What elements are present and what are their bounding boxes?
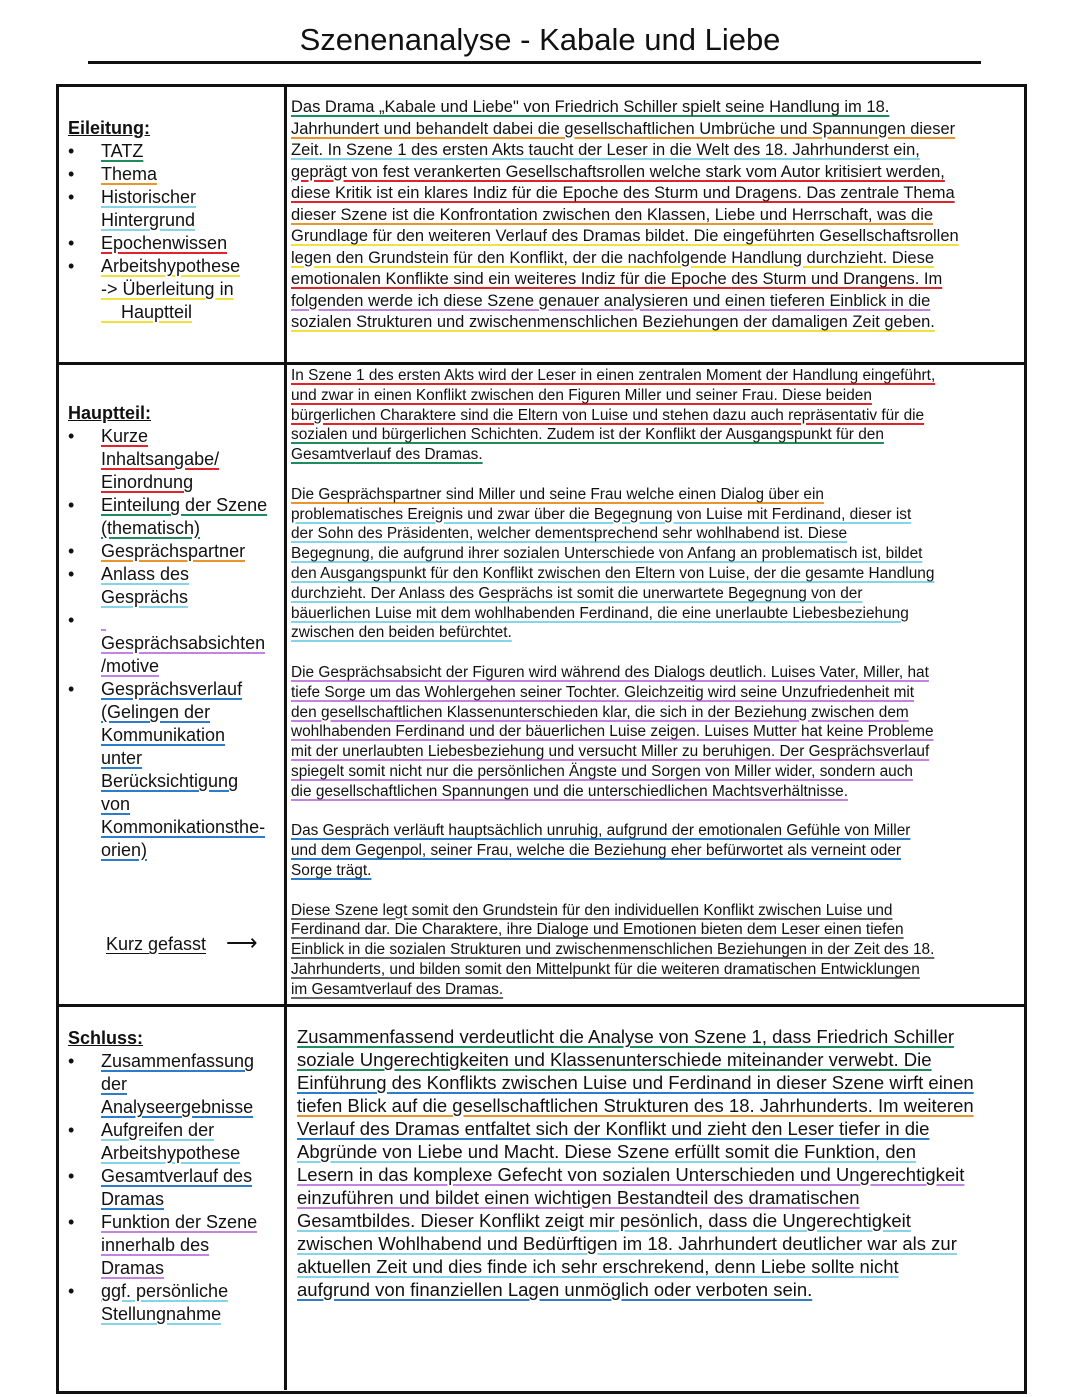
paragraph-gap	[291, 465, 1023, 485]
schluss-outline	[68, 1027, 282, 1326]
column-divider	[284, 84, 287, 1390]
outline-item-line	[101, 1073, 282, 1096]
outline-item-text: Berücksichtigung	[101, 771, 239, 791]
outline-item-line	[101, 1188, 282, 1211]
text-line: dieser Szene ist die Konfrontation zwischen den Klassen, Liebe und Herrschaft, was die	[291, 205, 934, 224]
text-line: durchzieht. Der Anlass des Gesprächs ist somit die unerwartete Begegnung von der	[291, 584, 863, 602]
outline-item-text: orien)	[101, 840, 148, 860]
paragraph	[291, 901, 1023, 1000]
outline-item-text: Zusammenfassung	[101, 1051, 255, 1071]
outline-item	[68, 494, 282, 540]
paragraph	[291, 485, 1023, 643]
outline-item-text: Aufgreifen der	[101, 1120, 215, 1140]
outline-item	[68, 232, 282, 255]
outline-item	[68, 609, 282, 678]
outline-item-line	[101, 770, 282, 793]
text-line: In Szene 1 des ersten Akts wird der Leser in einen zentralen Moment der Handlung eingeführt,	[291, 367, 936, 384]
outline-item-text: Funktion der Szene	[101, 1212, 258, 1232]
outline-item-line	[101, 494, 282, 517]
outline-item-line	[101, 448, 282, 471]
bullet-icon: •	[68, 1051, 75, 1071]
outline-item-line	[101, 816, 282, 839]
text-line: Die Gesprächspartner sind Miller und seine Frau welche einen Dialog über ein	[291, 485, 824, 503]
outline-item-line	[101, 1280, 282, 1303]
outline-item-text: innerhalb des	[101, 1235, 210, 1255]
section-heading: Eileitung:	[68, 118, 150, 138]
page-title: Szenenanalyse - Kabale und Liebe	[299, 22, 781, 57]
outline-item-text: /motive	[101, 656, 160, 676]
outline-item-text: von	[101, 794, 131, 814]
text-line: tiefen Blick auf die gesellschaftlichen Strukturen des 18. Jahrhunderts. Im weiteren	[297, 1095, 974, 1116]
outline-item-line	[101, 1142, 282, 1165]
text-line: Das Gespräch verläuft hauptsächlich unruhig, aufgrund der emotionalen Gefühle von Miller	[291, 822, 911, 840]
outline-item-line	[101, 793, 282, 816]
text-line: Gesamtverlauf des Dramas.	[291, 446, 483, 464]
text-line: Das Drama „Kabale und Liebe" von Friedrich Schiller spielt seine Handlung im 18.	[291, 98, 890, 116]
outline-item-text: Hintergrund	[101, 210, 196, 230]
outline-item	[68, 425, 282, 494]
outline-item-line	[101, 1050, 282, 1073]
outline-item-line	[101, 163, 282, 186]
summary-label: Kurz gefasst	[106, 934, 207, 954]
outline-item-line	[101, 1211, 282, 1234]
outline-item-text: Stellungnahme	[101, 1304, 222, 1324]
bullet-icon: •	[68, 256, 75, 276]
text-line: aktuellen Zeit und dies finde ich sehr erschrekend, denn Liebe sollte nicht	[297, 1256, 899, 1277]
outline-item-line	[101, 586, 282, 609]
outline-item-line	[101, 140, 282, 163]
outline-item-text: Inhaltsangabe/	[101, 449, 220, 469]
outline-item-line	[101, 232, 282, 255]
bullet-icon: •	[68, 1166, 75, 1186]
outline-item-text: Historischer	[101, 187, 197, 207]
text-line: zwischen Wohlhabend und Bedürftigen im 18. Jahrhundert deutlicher war als zur	[297, 1233, 957, 1254]
outline-item-line	[101, 186, 282, 209]
text-line: emotionalen Konflikte sind ein weiteres Indiz für die Epoche des Sturm und Drangens. Im	[291, 270, 943, 288]
outline-item-line	[101, 724, 282, 747]
paragraph-gap	[291, 881, 1023, 901]
text-line: Einblick in die sozialen Strukturen und zwischenmenschlichen Beziehungen in der Zeit des 18.	[291, 941, 935, 959]
text-line: aufgrund von finanziellen Lagen unmöglich oder verboten sein.	[297, 1279, 813, 1300]
bullet-icon: •	[68, 564, 75, 584]
outline-item-line	[101, 609, 282, 632]
outline-item	[68, 1211, 282, 1280]
outline-item	[68, 1280, 282, 1326]
outline-item-line	[101, 747, 282, 770]
text-line: tiefe Sorge um das Wohlergehen seiner Tochter. Gleichzeitig wird seine Unzufriedenheit mit	[291, 683, 915, 701]
text-line: soziale Ungerechtigkeiten und Klassenunterschiede miteinander verwebt. Die	[297, 1049, 932, 1070]
arrow-right-icon: ⟶	[226, 930, 258, 955]
text-line: mit der unerlaubten Liebesbeziehung und versucht Miller zu beruhigen. Der Gesprächsverlauf	[291, 743, 930, 761]
hauptteil-outline	[68, 402, 282, 862]
outline-item-line	[101, 701, 282, 724]
outline-item-text: Thema	[101, 164, 158, 184]
section-heading: Hauptteil:	[68, 403, 151, 423]
text-line: sozialen und bürgerlichen Schichten. Zudem ist der Konflikt der Ausgangspunkt für den	[291, 426, 884, 444]
text-line: die gesellschaftlichen Spannungen und die unterschiedlichen Machtsverhältnisse.	[291, 782, 848, 800]
bullet-icon: •	[68, 541, 75, 561]
outline-item-text: Arbeitshypothese	[101, 256, 241, 276]
bullet-icon: •	[68, 1120, 75, 1140]
row-divider	[56, 362, 1024, 365]
text-line: Die Gesprächsabsicht der Figuren wird während des Dialogs deutlich. Luises Vater, Miller, hat	[291, 663, 929, 681]
outline-item-text: Einordnung	[101, 472, 194, 492]
paragraph	[291, 821, 1023, 880]
text-line: bürgerlichen Charaktere sind die Eltern von Luise und stehen dazu auch repräsentativ für die	[291, 406, 925, 424]
text-line: Lesern in das komplexe Gefecht von sozialen Unterschieden und Ungerechtigkeit	[297, 1164, 965, 1185]
outline-item-text: Einteilung der Szene	[101, 495, 268, 515]
outline-item-line	[101, 655, 282, 678]
outline-item-text: Gesprächsabsichten	[101, 633, 266, 653]
outline-item-text: der	[101, 1074, 128, 1094]
title-underline	[88, 61, 981, 64]
outline-item	[68, 163, 282, 186]
text-line: geprägt von fest verankerten Gesellschaftsrollen welche stark vom Autor kritisiert werden,	[291, 162, 945, 181]
outline-item-line	[101, 1303, 282, 1326]
text-line: problematisches Ereignis und zwar über die Begegnung von Luise mit Ferdinand, dieser ist	[291, 505, 912, 523]
outline-item-line	[101, 1257, 282, 1280]
outline-item-text: Analyseergebnisse	[101, 1097, 254, 1117]
bullet-icon: •	[68, 233, 75, 253]
outline-item-line	[101, 540, 282, 563]
outline-item-line	[101, 1165, 282, 1188]
text-line: und zwar in einen Konflikt zwischen den Figuren Miller und seiner Frau. Diese beiden	[291, 386, 872, 404]
text-line: und dem Gegenpol, seiner Frau, welche die Beziehung eher befürwortet als verneint oder	[291, 842, 902, 860]
text-line: sozialen Strukturen und zwischenmenschlichen Beziehungen der damaligen Zeit geben.	[291, 313, 935, 331]
outline-item-line	[101, 563, 282, 586]
outline-item-text: Dramas	[101, 1189, 165, 1209]
outline-item-text: Kommonikationsthe-	[101, 817, 266, 837]
outline-item	[68, 678, 282, 862]
outline-item	[68, 140, 282, 163]
outline-item	[68, 186, 282, 232]
text-line: Zeit. In Szene 1 des ersten Akts taucht der Leser in die Welt des 18. Jahrhunderst ein,	[291, 141, 920, 159]
outline-item	[68, 540, 282, 563]
bullet-icon: •	[68, 141, 75, 161]
outline-item	[68, 563, 282, 609]
text-line: Begegnung, die aufgrund ihrer sozialen Unterschiede von Anfang an problematisch ist, bildet	[291, 545, 923, 563]
text-line: der Sohn des Präsidenten, welcher dementsprechend sehr wohlhabend ist. Diese	[291, 525, 848, 543]
main-part-text	[291, 366, 1023, 1000]
bullet-icon: •	[68, 495, 75, 515]
bullet-icon: •	[68, 1212, 75, 1232]
outline-item-line	[101, 839, 282, 862]
outline-item-text: (thematisch)	[101, 518, 201, 538]
outline-item-line	[101, 678, 282, 701]
text-line: Abgründe von Liebe und Macht. Diese Szene erfüllt somit die Funktion, den	[297, 1141, 917, 1162]
outline-item	[68, 1119, 282, 1165]
text-line: wohlhabenden Ferdinand und der bäuerlichen Luise zeigen. Luises Mutter hat keine Probleme	[291, 723, 934, 741]
text-line: legen den Grundstein für den Konflikt, der die nachfolgende Handlung durchzieht. Diese	[291, 248, 935, 267]
text-line: Ferdinand dar. Die Charaktere, ihre Dialoge und Emotionen bieten dem Leser einen tiefen	[291, 921, 904, 939]
outline-item-line	[101, 1234, 282, 1257]
bullet-icon: •	[68, 610, 75, 630]
outline-item-text: Arbeitshypothese	[101, 1143, 241, 1163]
text-line: Gesamtbildes. Dieser Konflikt zeigt mir pesönlich, dass die Ungerechtigkeit	[297, 1210, 911, 1231]
outline-item-text: Gesprächsverlauf	[101, 679, 243, 699]
text-line: zwischen den beiden befürchtet.	[291, 624, 512, 642]
text-line: Einführung des Konflikts zwischen Luise und Ferdinand in dieser Szene wirft einen	[297, 1072, 974, 1093]
outline-item-line	[101, 425, 282, 448]
outline-item-text: Hauptteil	[101, 302, 193, 322]
outline-item-text: Kommunikation	[101, 725, 226, 745]
outline-item-line	[101, 632, 282, 655]
text-line: im Gesamtverlauf des Dramas.	[291, 980, 504, 998]
bullet-icon: •	[68, 426, 75, 446]
outline-item-line	[101, 278, 282, 301]
text-line: Diese Szene legt somit den Grundstein für den individuellen Konflikt zwischen Luise und	[291, 901, 893, 919]
outline-item-text	[101, 610, 106, 630]
text-line: einzuführen und bildet einen wichtigen Bestandteil des dramatischen	[297, 1187, 860, 1208]
outline-item-line	[101, 471, 282, 494]
text-line: Zusammenfassend verdeutlicht die Analyse von Szene 1, dass Friedrich Schiller	[297, 1026, 955, 1047]
section-heading: Schluss:	[68, 1028, 144, 1048]
outline-item-line	[101, 1119, 282, 1142]
text-line: Verlauf des Dramas entfaltet sich der Konflikt und zieht den Leser tiefer in die	[297, 1118, 930, 1139]
text-line: Sorge trägt.	[291, 861, 372, 879]
text-line: Jahrhunderts, und bilden somit den Mittelpunkt für die weiteren dramatischen Entwicklungen	[291, 960, 920, 978]
outline-item-line	[101, 255, 282, 278]
einleitung-outline	[68, 117, 282, 324]
bullet-icon: •	[68, 187, 75, 207]
text-line: diese Kritik ist ein klares Indiz für die Epoche des Sturm und Dragens. Das zentrale Thema	[291, 184, 955, 202]
bullet-icon: •	[68, 1281, 75, 1301]
outline-item-text: Gesprächs	[101, 587, 189, 607]
outline-item-text: ggf. persönliche	[101, 1281, 229, 1301]
bullet-icon: •	[68, 164, 75, 184]
outline-item-text: (Gelingen der	[101, 702, 211, 722]
outline-item-text: Anlass des	[101, 564, 190, 584]
outline-item-text: TATZ	[101, 141, 144, 161]
outline-item-text: Gesamtverlauf des	[101, 1166, 253, 1186]
outline-item-text: Dramas	[101, 1258, 165, 1278]
outline-item-line	[101, 301, 282, 324]
text-line: Grundlage für den weiteren Verlauf des Dramas bildet. Die eingeführten Gesellschaftsrollen	[291, 227, 959, 245]
outline-item-text: -> Überleitung in	[101, 279, 234, 299]
text-line: bäuerlichen Luise mit dem wohlhabenden Ferdinand, die eine unerlaubte Liebesbeziehung	[291, 604, 909, 622]
paragraph-gap	[291, 643, 1023, 663]
text-line: den Ausgangspunkt für den Konflikt zwischen den Eltern von Luise, der die gesamte Handlung	[291, 564, 935, 582]
outline-item-text: Gesprächspartner	[101, 541, 246, 561]
outline-item	[68, 1050, 282, 1119]
introduction-text	[291, 97, 1023, 334]
outline-item-text: Epochenwissen	[101, 233, 228, 253]
bullet-icon: •	[68, 679, 75, 699]
outline-item-text: Kurze	[101, 426, 149, 446]
text-line: den gesellschaftlichen Klassenunterschieden klar, die sich in der Beziehung zwischen dem	[291, 703, 909, 721]
outline-item	[68, 255, 282, 324]
text-line: spiegelt somit nicht nur die persönlichen Ängste und Sorgen von Miller wider, sondern auch	[291, 762, 913, 780]
paragraph-gap	[291, 802, 1023, 822]
outline-item-line	[101, 209, 282, 232]
outline-item-text: unter	[101, 748, 143, 768]
outline-item	[68, 1165, 282, 1211]
outline-item-line	[101, 517, 282, 540]
text-line: Jahrhundert und behandelt dabei die gesellschaftlichen Umbrüche und Spannungen dieser	[291, 119, 956, 138]
outline-item-line	[101, 1096, 282, 1119]
conclusion-text	[297, 1025, 1029, 1301]
paragraph	[291, 366, 1023, 465]
row-divider	[56, 1004, 1024, 1007]
paragraph	[291, 663, 1023, 802]
text-line: folgenden werde ich diese Szene genauer analysieren und einen tieferen Einblick in die	[291, 291, 931, 310]
